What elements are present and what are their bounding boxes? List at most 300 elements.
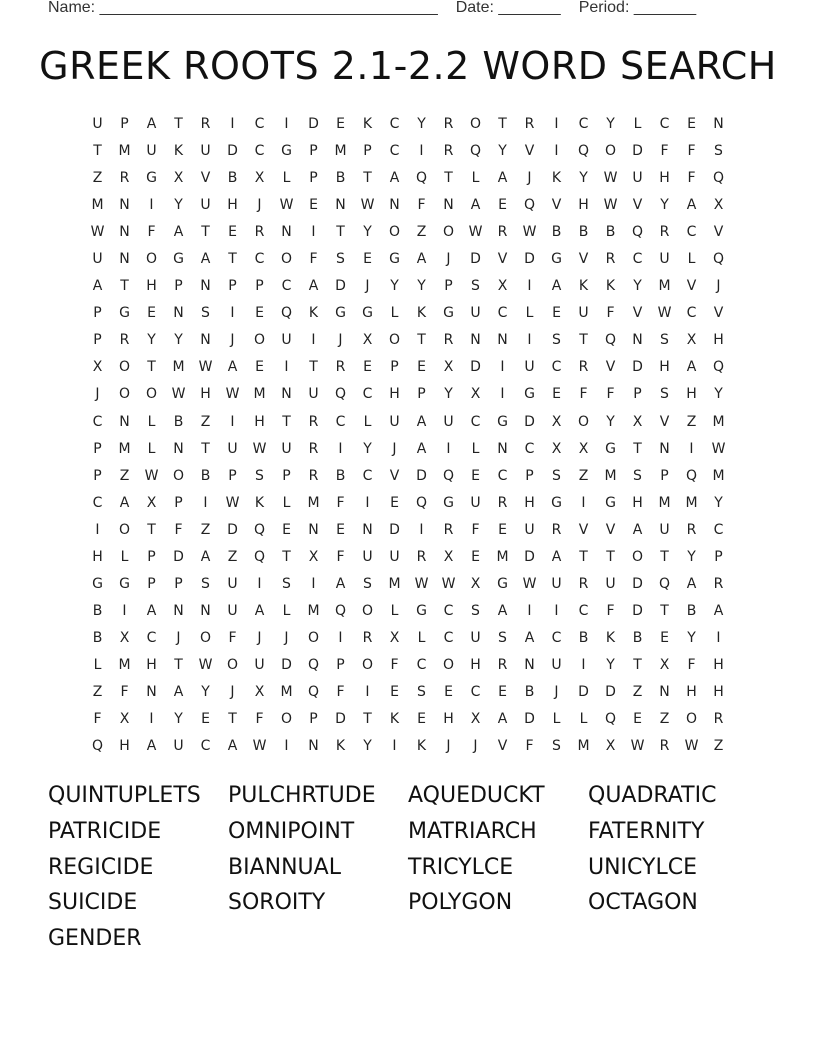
grid-letter[interactable]: Q: [523, 197, 536, 214]
grid-letter[interactable]: O: [280, 711, 293, 728]
grid-letter[interactable]: N: [470, 332, 481, 349]
grid-letter[interactable]: F: [228, 629, 237, 646]
grid-letter[interactable]: F: [687, 143, 696, 160]
grid-letter[interactable]: F: [606, 602, 615, 619]
grid-letter[interactable]: Q: [469, 143, 482, 160]
grid-letter[interactable]: L: [390, 602, 399, 619]
grid-letter[interactable]: Q: [415, 170, 428, 187]
grid-letter[interactable]: A: [146, 116, 157, 132]
grid-letter[interactable]: V: [659, 413, 670, 430]
grid-letter[interactable]: I: [581, 656, 586, 673]
grid-letter[interactable]: F: [606, 386, 615, 403]
grid-letter[interactable]: N: [443, 197, 454, 214]
grid-letter[interactable]: H: [119, 738, 130, 755]
grid-letter[interactable]: W: [603, 170, 618, 187]
grid-letter[interactable]: M: [658, 278, 671, 295]
grid-letter[interactable]: R: [551, 521, 562, 538]
grid-letter[interactable]: E: [228, 224, 237, 241]
grid-letter[interactable]: Q: [91, 738, 104, 755]
grid-letter[interactable]: U: [227, 440, 238, 457]
grid-letter[interactable]: Q: [334, 602, 347, 619]
grid-letter[interactable]: A: [173, 224, 184, 241]
grid-letter[interactable]: I: [284, 359, 289, 376]
grid-letter[interactable]: M: [577, 738, 590, 755]
grid-letter[interactable]: G: [146, 170, 157, 187]
grid-letter[interactable]: E: [417, 711, 426, 728]
grid-letter[interactable]: S: [336, 251, 345, 268]
grid-letter[interactable]: I: [311, 575, 316, 592]
grid-letter[interactable]: C: [92, 413, 103, 430]
grid-letter[interactable]: R: [713, 711, 724, 728]
grid-letter[interactable]: H: [470, 656, 481, 673]
grid-letter[interactable]: T: [147, 521, 156, 538]
grid-letter[interactable]: I: [230, 116, 235, 132]
grid-letter[interactable]: G: [173, 251, 184, 268]
grid-letter[interactable]: P: [228, 467, 237, 484]
grid-letter[interactable]: T: [444, 170, 453, 187]
grid-letter[interactable]: Y: [687, 548, 696, 565]
grid-letter[interactable]: R: [497, 656, 508, 673]
grid-letter[interactable]: X: [443, 359, 454, 376]
grid-letter[interactable]: Q: [604, 711, 617, 728]
grid-letter[interactable]: J: [446, 251, 451, 268]
grid-letter[interactable]: B: [335, 467, 346, 484]
grid-letter[interactable]: F: [471, 521, 480, 538]
grid-letter[interactable]: W: [198, 656, 213, 673]
grid-letter[interactable]: I: [419, 143, 424, 160]
grid-letter[interactable]: G: [362, 305, 373, 322]
grid-letter[interactable]: D: [524, 413, 535, 430]
grid-letter[interactable]: U: [659, 521, 670, 538]
grid-letter[interactable]: U: [362, 548, 373, 565]
grid-letter[interactable]: B: [632, 629, 643, 646]
grid-letter[interactable]: A: [686, 359, 697, 376]
grid-letter[interactable]: N: [308, 738, 319, 755]
grid-letter[interactable]: X: [470, 711, 481, 728]
grid-letter[interactable]: B: [578, 224, 589, 241]
grid-letter[interactable]: J: [527, 170, 532, 187]
grid-letter[interactable]: S: [363, 575, 372, 592]
grid-letter[interactable]: L: [552, 711, 561, 728]
grid-letter[interactable]: O: [145, 251, 158, 268]
grid-letter[interactable]: W: [684, 738, 699, 755]
grid-letter[interactable]: E: [552, 305, 561, 322]
grid-letter[interactable]: I: [554, 602, 559, 619]
grid-letter[interactable]: R: [119, 332, 130, 349]
grid-letter[interactable]: Y: [444, 386, 453, 403]
grid-letter[interactable]: Y: [363, 224, 372, 241]
grid-letter[interactable]: Z: [632, 683, 643, 700]
grid-letter[interactable]: D: [470, 251, 481, 268]
grid-letter[interactable]: K: [335, 738, 346, 755]
grid-letter[interactable]: G: [119, 305, 130, 322]
grid-letter[interactable]: R: [308, 467, 319, 484]
grid-letter[interactable]: L: [687, 251, 696, 268]
grid-letter[interactable]: M: [604, 467, 617, 484]
grid-letter[interactable]: J: [230, 332, 235, 349]
grid-letter[interactable]: S: [660, 332, 669, 349]
grid-letter[interactable]: G: [497, 575, 508, 592]
grid-letter[interactable]: E: [552, 386, 561, 403]
grid-letter[interactable]: E: [363, 251, 372, 268]
grid-letter[interactable]: I: [419, 521, 424, 538]
grid-letter[interactable]: J: [338, 332, 343, 349]
grid-letter[interactable]: E: [471, 467, 480, 484]
grid-letter[interactable]: Y: [714, 386, 723, 403]
grid-letter[interactable]: A: [497, 170, 508, 187]
grid-letter[interactable]: D: [632, 143, 643, 160]
grid-letter[interactable]: T: [228, 711, 237, 728]
grid-letter[interactable]: V: [686, 278, 697, 295]
grid-letter[interactable]: L: [363, 413, 372, 430]
grid-letter[interactable]: A: [200, 251, 211, 268]
grid-letter[interactable]: A: [146, 738, 157, 755]
grid-letter[interactable]: M: [334, 143, 347, 160]
grid-letter[interactable]: T: [579, 332, 588, 349]
grid-letter[interactable]: Y: [606, 656, 615, 673]
grid-letter[interactable]: A: [200, 548, 211, 565]
grid-letter[interactable]: T: [363, 170, 372, 187]
grid-letter[interactable]: U: [524, 359, 535, 376]
grid-letter[interactable]: K: [416, 738, 427, 755]
grid-letter[interactable]: C: [578, 602, 589, 619]
grid-letter[interactable]: D: [632, 359, 643, 376]
grid-letter[interactable]: C: [416, 656, 427, 673]
grid-letter[interactable]: D: [524, 251, 535, 268]
grid-letter[interactable]: E: [255, 359, 264, 376]
grid-letter[interactable]: N: [281, 224, 292, 241]
grid-letter[interactable]: N: [173, 602, 184, 619]
grid-letter[interactable]: C: [551, 629, 562, 646]
grid-letter[interactable]: N: [119, 224, 130, 241]
grid-letter[interactable]: N: [335, 197, 346, 214]
grid-letter[interactable]: D: [335, 711, 346, 728]
grid-letter[interactable]: G: [524, 386, 535, 403]
grid-letter[interactable]: Y: [363, 440, 372, 457]
grid-letter[interactable]: I: [392, 738, 397, 755]
grid-letter[interactable]: K: [605, 629, 616, 646]
grid-letter[interactable]: T: [201, 440, 210, 457]
grid-letter[interactable]: C: [497, 467, 508, 484]
grid-letter[interactable]: E: [498, 683, 507, 700]
grid-letter[interactable]: A: [470, 197, 481, 214]
grid-letter[interactable]: O: [118, 386, 131, 403]
grid-letter[interactable]: I: [689, 440, 694, 457]
grid-letter[interactable]: N: [119, 251, 130, 268]
grid-letter[interactable]: S: [471, 278, 480, 295]
grid-letter[interactable]: U: [389, 548, 400, 565]
grid-letter[interactable]: L: [525, 305, 534, 322]
grid-letter[interactable]: S: [201, 575, 210, 592]
grid-letter[interactable]: R: [443, 143, 454, 160]
grid-letter[interactable]: P: [525, 467, 534, 484]
grid-letter[interactable]: I: [365, 494, 370, 511]
grid-letter[interactable]: I: [203, 494, 208, 511]
grid-letter[interactable]: S: [471, 602, 480, 619]
grid-letter[interactable]: P: [660, 467, 669, 484]
grid-letter[interactable]: H: [686, 386, 697, 403]
grid-letter[interactable]: D: [173, 548, 184, 565]
grid-letter[interactable]: L: [633, 116, 642, 132]
grid-letter[interactable]: X: [632, 413, 643, 430]
grid-letter[interactable]: I: [311, 332, 316, 349]
grid-letter[interactable]: X: [362, 332, 373, 349]
grid-letter[interactable]: Z: [119, 467, 130, 484]
grid-letter[interactable]: W: [225, 494, 240, 511]
grid-letter[interactable]: U: [443, 413, 454, 430]
grid-letter[interactable]: N: [524, 656, 535, 673]
grid-letter[interactable]: X: [92, 359, 103, 376]
grid-letter[interactable]: U: [92, 116, 103, 132]
grid-letter[interactable]: F: [174, 521, 183, 538]
grid-letter[interactable]: R: [362, 629, 373, 646]
grid-letter[interactable]: S: [255, 467, 264, 484]
grid-letter[interactable]: P: [714, 548, 723, 565]
grid-letter[interactable]: A: [497, 711, 508, 728]
grid-letter[interactable]: F: [120, 683, 129, 700]
grid-letter[interactable]: C: [254, 251, 265, 268]
grid-letter[interactable]: J: [446, 738, 451, 755]
grid-letter[interactable]: F: [336, 548, 345, 565]
grid-letter[interactable]: I: [149, 197, 154, 214]
grid-letter[interactable]: U: [92, 251, 103, 268]
grid-letter[interactable]: U: [578, 305, 589, 322]
grid-letter[interactable]: P: [93, 467, 102, 484]
grid-letter[interactable]: N: [497, 332, 508, 349]
grid-letter[interactable]: C: [92, 494, 103, 511]
grid-letter[interactable]: Z: [200, 521, 211, 538]
grid-letter[interactable]: Z: [659, 711, 670, 728]
grid-letter[interactable]: T: [660, 548, 669, 565]
grid-letter[interactable]: U: [254, 656, 265, 673]
grid-letter[interactable]: N: [281, 386, 292, 403]
grid-letter[interactable]: C: [254, 143, 265, 160]
grid-letter[interactable]: S: [714, 143, 723, 160]
grid-letter[interactable]: Q: [712, 170, 725, 187]
grid-letter[interactable]: Q: [307, 656, 320, 673]
grid-letter[interactable]: K: [389, 711, 400, 728]
grid-letter[interactable]: N: [713, 116, 724, 132]
grid-letter[interactable]: I: [527, 602, 532, 619]
grid-letter[interactable]: R: [308, 440, 319, 457]
grid-letter[interactable]: K: [308, 305, 319, 322]
grid-letter[interactable]: A: [119, 494, 130, 511]
grid-letter[interactable]: R: [308, 413, 319, 430]
grid-letter[interactable]: Z: [686, 413, 697, 430]
grid-letter[interactable]: A: [227, 359, 238, 376]
grid-letter[interactable]: R: [335, 359, 346, 376]
grid-letter[interactable]: Q: [631, 224, 644, 241]
grid-letter[interactable]: A: [686, 197, 697, 214]
grid-letter[interactable]: O: [172, 467, 185, 484]
grid-letter[interactable]: I: [338, 629, 343, 646]
grid-letter[interactable]: G: [281, 143, 292, 160]
grid-letter[interactable]: X: [551, 413, 562, 430]
grid-letter[interactable]: P: [174, 494, 183, 511]
grid-letter[interactable]: L: [93, 656, 102, 673]
grid-letter[interactable]: W: [198, 359, 213, 376]
grid-letter[interactable]: T: [363, 711, 372, 728]
grid-letter[interactable]: M: [91, 197, 104, 214]
grid-letter[interactable]: Z: [92, 683, 103, 700]
grid-letter[interactable]: Y: [714, 494, 723, 511]
grid-letter[interactable]: O: [685, 711, 698, 728]
grid-letter[interactable]: H: [254, 413, 265, 430]
grid-letter[interactable]: N: [119, 197, 130, 214]
grid-letter[interactable]: D: [470, 359, 481, 376]
grid-letter[interactable]: E: [282, 521, 291, 538]
grid-letter[interactable]: U: [632, 170, 643, 187]
grid-letter[interactable]: T: [579, 548, 588, 565]
grid-letter[interactable]: D: [335, 278, 346, 295]
grid-letter[interactable]: P: [147, 575, 156, 592]
grid-letter[interactable]: P: [390, 359, 399, 376]
grid-letter[interactable]: C: [713, 521, 724, 538]
grid-letter[interactable]: U: [470, 629, 481, 646]
grid-letter[interactable]: M: [307, 494, 320, 511]
grid-letter[interactable]: K: [362, 116, 373, 132]
grid-letter[interactable]: N: [362, 521, 373, 538]
grid-letter[interactable]: X: [254, 683, 265, 700]
grid-letter[interactable]: U: [146, 143, 157, 160]
grid-letter[interactable]: W: [522, 575, 537, 592]
grid-letter[interactable]: Y: [174, 711, 183, 728]
grid-letter[interactable]: I: [311, 224, 316, 241]
grid-letter[interactable]: D: [524, 548, 535, 565]
grid-letter[interactable]: W: [171, 386, 186, 403]
grid-letter[interactable]: A: [92, 278, 103, 295]
date-field[interactable]: Date: _______: [455, 0, 561, 16]
grid-letter[interactable]: H: [443, 711, 454, 728]
grid-letter[interactable]: V: [578, 251, 589, 268]
grid-letter[interactable]: V: [632, 305, 643, 322]
grid-letter[interactable]: N: [173, 305, 184, 322]
grid-letter[interactable]: E: [444, 683, 453, 700]
grid-letter[interactable]: R: [443, 116, 454, 132]
grid-letter[interactable]: X: [713, 197, 724, 214]
grid-letter[interactable]: C: [362, 386, 373, 403]
grid-letter[interactable]: W: [414, 575, 429, 592]
grid-letter[interactable]: A: [686, 575, 697, 592]
grid-letter[interactable]: U: [200, 143, 211, 160]
grid-letter[interactable]: Z: [227, 548, 238, 565]
grid-letter[interactable]: G: [497, 413, 508, 430]
grid-letter[interactable]: G: [389, 251, 400, 268]
grid-letter[interactable]: G: [551, 251, 562, 268]
grid-letter[interactable]: O: [442, 224, 455, 241]
grid-letter[interactable]: O: [469, 116, 482, 132]
grid-letter[interactable]: J: [284, 629, 289, 646]
grid-letter[interactable]: R: [524, 116, 535, 132]
grid-letter[interactable]: W: [657, 305, 672, 322]
grid-letter[interactable]: C: [497, 305, 508, 322]
grid-letter[interactable]: C: [254, 116, 265, 132]
grid-letter[interactable]: E: [201, 711, 210, 728]
grid-letter[interactable]: H: [389, 386, 400, 403]
grid-letter[interactable]: J: [554, 683, 559, 700]
grid-letter[interactable]: A: [308, 278, 319, 295]
grid-letter[interactable]: G: [443, 305, 454, 322]
grid-letter[interactable]: H: [713, 656, 724, 673]
grid-letter[interactable]: Y: [363, 738, 372, 755]
grid-letter[interactable]: N: [659, 683, 670, 700]
grid-letter[interactable]: C: [470, 413, 481, 430]
grid-letter[interactable]: H: [227, 197, 238, 214]
grid-letter[interactable]: M: [388, 575, 401, 592]
grid-letter[interactable]: J: [473, 738, 478, 755]
grid-letter[interactable]: F: [336, 683, 345, 700]
grid-letter[interactable]: N: [146, 683, 157, 700]
grid-letter[interactable]: M: [307, 602, 320, 619]
grid-letter[interactable]: P: [309, 143, 318, 160]
grid-letter[interactable]: P: [444, 278, 453, 295]
grid-letter[interactable]: P: [255, 278, 264, 295]
grid-letter[interactable]: W: [279, 197, 294, 214]
grid-letter[interactable]: E: [390, 683, 399, 700]
grid-letter[interactable]: Z: [92, 170, 103, 187]
grid-letter[interactable]: T: [336, 224, 345, 241]
grid-letter[interactable]: T: [282, 413, 291, 430]
grid-letter[interactable]: A: [335, 575, 346, 592]
grid-letter[interactable]: B: [686, 602, 697, 619]
grid-letter[interactable]: I: [554, 143, 559, 160]
grid-letter[interactable]: Y: [417, 278, 426, 295]
grid-letter[interactable]: Z: [713, 738, 724, 755]
grid-letter[interactable]: V: [713, 305, 724, 322]
grid-letter[interactable]: M: [496, 548, 509, 565]
grid-letter[interactable]: T: [309, 359, 318, 376]
grid-letter[interactable]: F: [93, 711, 102, 728]
grid-letter[interactable]: W: [360, 197, 375, 214]
grid-letter[interactable]: P: [417, 386, 426, 403]
grid-letter[interactable]: E: [147, 305, 156, 322]
grid-letter[interactable]: B: [200, 467, 211, 484]
grid-letter[interactable]: L: [282, 494, 291, 511]
grid-letter[interactable]: U: [227, 575, 238, 592]
grid-letter[interactable]: W: [144, 467, 159, 484]
grid-letter[interactable]: M: [685, 494, 698, 511]
grid-letter[interactable]: L: [390, 305, 399, 322]
grid-letter[interactable]: L: [282, 170, 291, 187]
grid-letter[interactable]: L: [471, 170, 480, 187]
grid-letter[interactable]: D: [281, 656, 292, 673]
grid-letter[interactable]: F: [525, 738, 534, 755]
grid-letter[interactable]: W: [468, 224, 483, 241]
grid-letter[interactable]: D: [389, 521, 400, 538]
grid-letter[interactable]: C: [578, 116, 589, 132]
grid-letter[interactable]: D: [308, 116, 319, 132]
grid-letter[interactable]: D: [524, 711, 535, 728]
grid-letter[interactable]: M: [253, 386, 266, 403]
grid-letter[interactable]: Y: [579, 170, 588, 187]
grid-letter[interactable]: L: [147, 413, 156, 430]
grid-letter[interactable]: M: [118, 656, 131, 673]
grid-letter[interactable]: R: [605, 251, 616, 268]
grid-letter[interactable]: C: [281, 278, 292, 295]
grid-letter[interactable]: V: [578, 521, 589, 538]
grid-letter[interactable]: Q: [685, 467, 698, 484]
grid-letter[interactable]: X: [254, 170, 265, 187]
grid-letter[interactable]: R: [713, 575, 724, 592]
grid-letter[interactable]: I: [257, 575, 262, 592]
grid-letter[interactable]: A: [416, 251, 427, 268]
grid-letter[interactable]: U: [659, 251, 670, 268]
grid-letter[interactable]: R: [578, 575, 589, 592]
grid-letter[interactable]: S: [552, 332, 561, 349]
grid-letter[interactable]: H: [686, 683, 697, 700]
grid-letter[interactable]: Q: [307, 683, 320, 700]
grid-letter[interactable]: L: [579, 711, 588, 728]
